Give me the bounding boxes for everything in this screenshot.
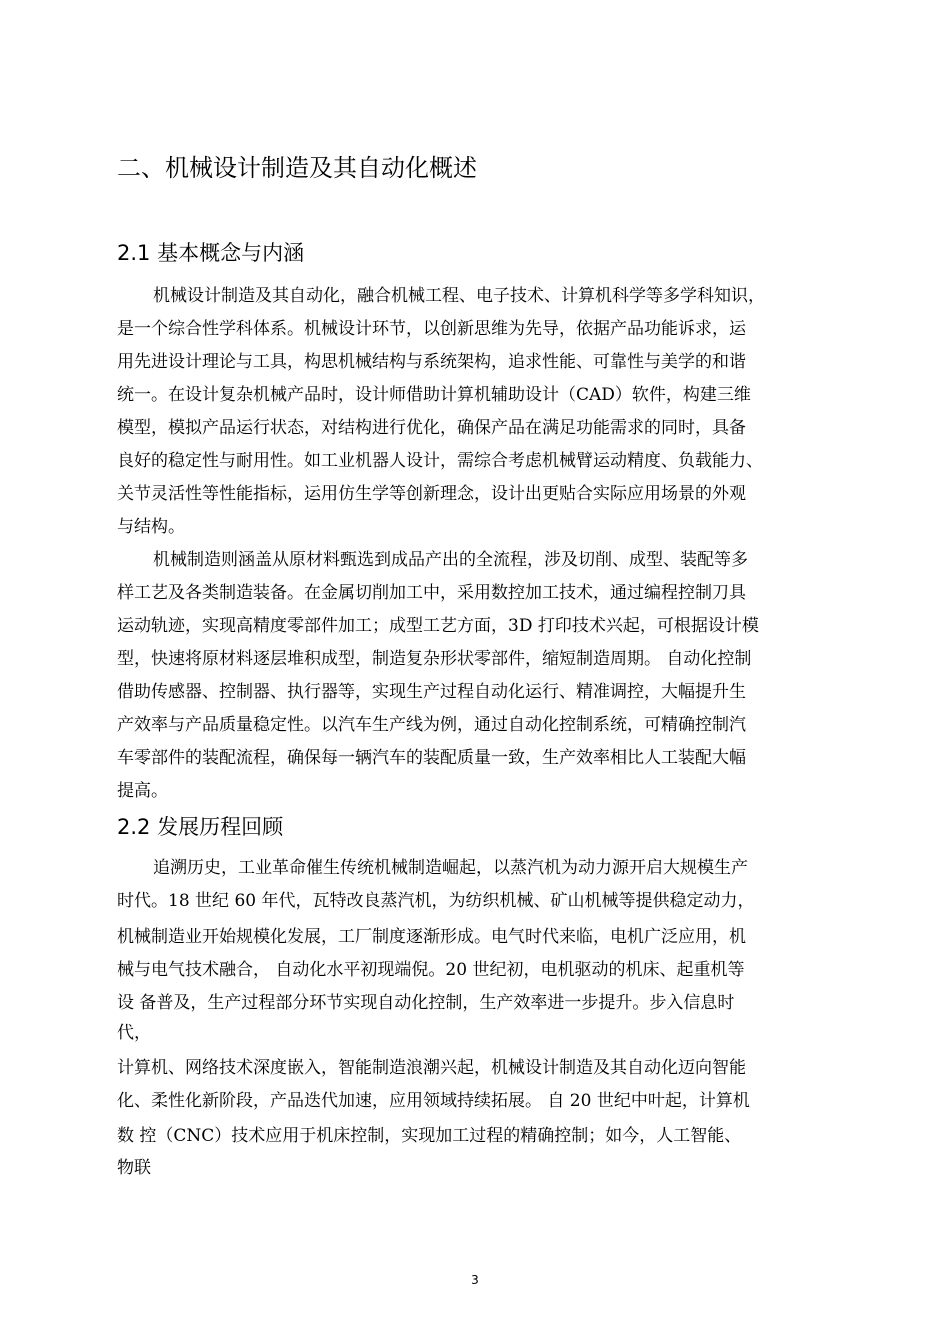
paragraph-line: 计算机、网络技术深度嵌入，智能制造浪潮兴起，机械设计制造及其自动化迈向智能: [117, 1058, 746, 1078]
paragraph-line: 借助传感器、控制器、执行器等，实现生产过程自动化运行、精准调控，大幅提升生: [117, 682, 746, 702]
paragraph-line: 统一。在设计复杂机械产品时，设计师借助计算机辅助设计（CAD）软件，构建三维: [117, 385, 751, 405]
paragraph-line: 与结构。: [117, 517, 185, 537]
paragraph-line: 产效率与产品质量稳定性。以汽车生产线为例，通过自动化控制系统，可精确控制汽: [117, 715, 746, 735]
paragraph-line: 关节灵活性等性能指标，运用仿生学等创新理念，设计出更贴合实际应用场景的外观: [117, 484, 746, 504]
paragraph-line: 良好的稳定性与耐用性。如工业机器人设计，需综合考虑机械臂运动精度、负载能力、: [117, 451, 763, 471]
paragraph-line: 用先进设计理论与工具，构思机械结构与系统架构，追求性能、可靠性与美学的和谐: [117, 352, 746, 372]
paragraph-line: 物联: [117, 1158, 151, 1178]
paragraph-line: 提高。: [117, 781, 168, 801]
paragraph-line: 械与电气技术融合， 自动化水平初现端倪。20 世纪初，电机驱动的机床、起重机等: [117, 960, 745, 980]
paragraph-line: 机械设计制造及其自动化，融合机械工程、电子技术、计算机科学等多学科知识，: [153, 286, 765, 306]
paragraph-line: 追溯历史，工业革命催生传统机械制造崛起，以蒸汽机为动力源开启大规模生产: [153, 858, 748, 878]
section-heading-2-2: 2.2 发展历程回顾: [117, 815, 284, 839]
paragraph-line: 时代。18 世纪 60 年代，瓦特改良蒸汽机，为纺织机械、矿山机械等提供稳定动力，: [117, 891, 755, 911]
paragraph-line: 型，快速将原材料逐层堆积成型，制造复杂形状零部件，缩短制造周期。 自动化控制: [117, 649, 752, 669]
paragraph-line: 运动轨迹，实现高精度零部件加工；成型工艺方面，3D 打印技术兴起，可根据设计模: [117, 616, 759, 636]
paragraph-line: 车零部件的装配流程，确保每一辆汽车的装配质量一致，生产效率相比人工装配大幅: [117, 748, 746, 768]
paragraph-line: 样工艺及各类制造装备。在金属切削加工中，采用数控加工技术，通过编程控制刀具: [117, 583, 746, 603]
paragraph-line: 化、柔性化新阶段，产品迭代加速，应用领域持续拓展。 自 20 世纪中叶起，计算机: [117, 1091, 750, 1111]
paragraph-line: 是一个综合性学科体系。机械设计环节，以创新思维为先导，依据产品功能诉求，运: [117, 319, 746, 339]
paragraph-line: 机械制造业开始规模化发展，工厂制度逐渐形成。电气时代来临，电机广泛应用，机: [117, 927, 746, 947]
paragraph-line: 数 控（CNC）技术应用于机床控制，实现加工过程的精确控制；如今，人工智能、: [117, 1126, 742, 1146]
paragraph-line: 模型，模拟产品运行状态，对结构进行优化，确保产品在满足功能需求的同时，具备: [117, 418, 746, 438]
page-number: 3: [471, 1273, 479, 1287]
section-heading-2-1: 2.1 基本概念与内涵: [117, 241, 305, 265]
paragraph-line: 代，: [117, 1023, 151, 1043]
paragraph-line: 机械制造则涵盖从原材料甄选到成品产出的全流程，涉及切削、成型、装配等多: [153, 550, 748, 570]
chapter-title: 二、机械设计制造及其自动化概述: [117, 154, 477, 182]
paragraph-line: 设 备普及，生产过程部分环节实现自动化控制，生产效率进一步提升。步入信息时: [117, 993, 735, 1013]
